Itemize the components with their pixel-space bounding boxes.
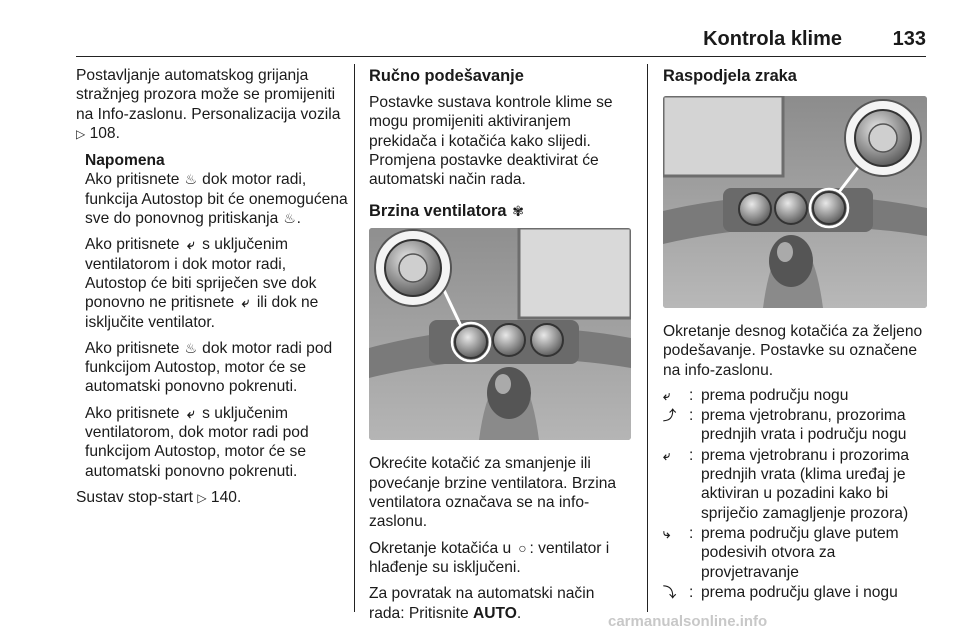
windscreen-defrost-icon: ♨ bbox=[184, 339, 198, 356]
note-paragraph: Ako pritisnete ♨ dok motor radi, funkcija Autostop bit će onemogućena sve do ponovnog pritiskanja ♨. bbox=[85, 171, 348, 228]
paragraph-rear-heating: Postavljanje automatskog grijanja stražnjeg prozora može se promijeniti na Info-zaslonu. Personalizacija vozila ▷ 108. bbox=[76, 66, 348, 144]
windscreen-defrost-icon: ♨ bbox=[283, 210, 296, 227]
paragraph-fan-speed: Okrećite kotačić za smanjenje ili povećanje brzine ventilatora. Brzina ventilatora označava se na info-zaslonu. bbox=[369, 455, 617, 531]
footwell-icon: ⤶ bbox=[663, 387, 671, 403]
list-item: ⤵ : prema području glave i nogu bbox=[663, 583, 898, 601]
page-ref-arrow-icon: ▷ bbox=[76, 126, 86, 141]
header-rule bbox=[76, 56, 926, 57]
list-item: ⤶ : prema vjetrobranu i prozorima prednjih vrata (klima uređaj je aktiviran u pozadini kako bi spriječio zamagljenje prozora) bbox=[663, 446, 910, 522]
head-footwell-icon: ⤵ bbox=[663, 584, 677, 600]
list-item: ⤷ : prema području glave putem podesivih otvora za provjetravanje bbox=[663, 524, 899, 581]
fan-icon: ✾ bbox=[512, 203, 524, 220]
note-title: Napomena bbox=[85, 152, 165, 170]
air-distribution-icon: ⤶ bbox=[186, 404, 195, 421]
note-block bbox=[76, 151, 348, 481]
page-header bbox=[76, 26, 926, 54]
auto-label: AUTO bbox=[473, 604, 517, 622]
climate-control-photo-distribution bbox=[663, 96, 927, 308]
air-distribution-list bbox=[663, 386, 927, 602]
column-divider-2 bbox=[647, 64, 648, 612]
watermark: carmanualsonline.info bbox=[608, 613, 768, 630]
column-divider-1 bbox=[354, 64, 355, 612]
paragraph-air-distribution: Okretanje desnog kotačića za željeno podešavanje. Postavke su označene na info-zaslonu. bbox=[663, 323, 923, 379]
paragraph-fan-off: Okretanje kotačića u ○ : ventilator i hlađenje su isključeni. bbox=[369, 539, 610, 576]
column-3 bbox=[663, 66, 927, 603]
heading-air-distribution: Raspodjela zraka bbox=[663, 67, 797, 85]
heading-fan-speed: Brzina ventilatora ✾ bbox=[369, 202, 524, 221]
column-1 bbox=[76, 66, 348, 515]
windscreen-defrost-icon: ♨ bbox=[184, 171, 198, 188]
paragraph-stop-start: Sustav stop-start ▷ 140. bbox=[76, 488, 348, 508]
windscreen-icon: ⤶ bbox=[663, 447, 671, 463]
note-paragraph: Ako pritisnete ⤶ s uključenim ventilatorom, dok motor radi pod funkcijom Autostop, motor će se automatski ponovno pokrenuti. bbox=[85, 404, 309, 480]
head-vent-icon: ⤷ bbox=[663, 525, 671, 541]
page-ref-arrow-icon: ▷ bbox=[197, 490, 207, 505]
heading-manual-settings: Ručno podešavanje bbox=[369, 67, 524, 85]
note-paragraph: Ako pritisnete ⤶ s uključenim ventilatorom i dok motor radi, Autostop će biti spriječen sve dok ponovno ne pritisnete ⤶ ili dok ne isključite ventilator. bbox=[85, 236, 319, 331]
climate-control-photo-fan bbox=[369, 228, 631, 440]
page-title: Kontrola klime bbox=[703, 28, 842, 50]
list-item: ⤴ : prema vjetrobranu, prozorima prednjih vrata i području nogu bbox=[663, 407, 907, 444]
air-distribution-icon: ⤶ bbox=[186, 236, 195, 253]
list-item: ⤶ : prema području nogu bbox=[663, 386, 849, 404]
note-paragraph: Ako pritisnete ♨ dok motor radi pod funkcijom Autostop, motor će se automatski ponovno pokrenuti. bbox=[85, 339, 333, 396]
paragraph-manual-settings: Postavke sustava kontrole klime se mogu promijeniti aktiviranjem prekidača i kotačića kako slijedi. Promjena postavke deaktivirat će automatski način rada. bbox=[369, 94, 613, 189]
air-distribution-icon: ⤶ bbox=[241, 294, 250, 311]
page-number: 133 bbox=[892, 28, 926, 50]
column-2 bbox=[369, 66, 631, 630]
paragraph-auto-mode: Za povratak na automatski način rada: Pritisnite AUTO. bbox=[369, 585, 595, 622]
off-circle-icon: ○ bbox=[518, 539, 527, 556]
windscreen-footwell-icon: ⤴ bbox=[663, 408, 677, 424]
